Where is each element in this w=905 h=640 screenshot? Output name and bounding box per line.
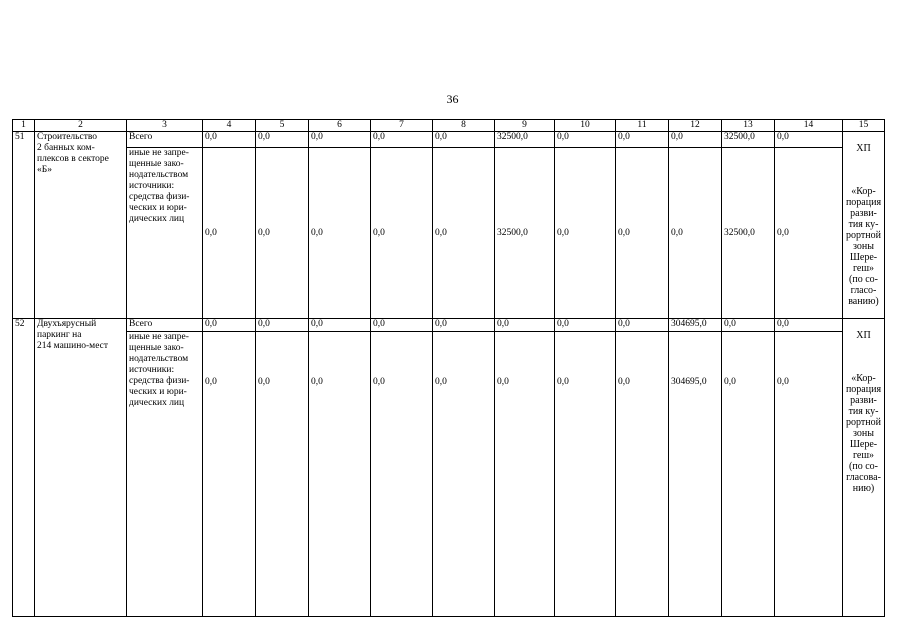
value-cell: 0,0 <box>433 319 495 332</box>
value-cell: 32500,0 <box>495 132 555 148</box>
source-other-label: иные не запре- щенные зако- нодательством источники: средства физи- ческих и юри- дических лиц <box>127 332 203 617</box>
header-cell: 15 <box>843 120 885 132</box>
value-cell: 0,0 <box>203 332 256 617</box>
value-cell: 0,0 <box>433 148 495 319</box>
value-cell: 0,0 <box>371 148 433 319</box>
header-cell: 7 <box>371 120 433 132</box>
organization-name: «Кор- порация разви- тия ку- рортной зоны Шере- геш» (по со- гласова- нию) <box>845 373 882 494</box>
value-cell: 0,0 <box>371 132 433 148</box>
source-total-label: Всего <box>127 319 203 332</box>
value-cell: 0,0 <box>722 319 775 332</box>
value-cell: 0,0 <box>433 332 495 617</box>
value-cell: 0,0 <box>669 132 722 148</box>
header-cell: 10 <box>555 120 616 132</box>
program-table <box>12 119 885 617</box>
organization-abbr: ХП <box>856 143 871 154</box>
value-cell: 0,0 <box>203 132 256 148</box>
value-cell: 0,0 <box>309 132 371 148</box>
row-number: 51 <box>13 132 35 319</box>
organization-name: «Кор- порация разви- тия ку- рортной зоны Шере- геш» (по со- гласо- ванию) <box>845 186 882 307</box>
table-row <box>13 148 885 319</box>
page-number: 36 <box>446 92 459 106</box>
source-total-label: Всего <box>127 132 203 148</box>
header-row <box>13 120 885 132</box>
value-cell: 0,0 <box>203 148 256 319</box>
source-other-label: иные не запре- щенные зако- нодательством источники: средства физи- ческих и юри- дических лиц <box>127 148 203 319</box>
table-row <box>13 132 885 148</box>
value-cell: 0,0 <box>256 332 309 617</box>
header-cell: 13 <box>722 120 775 132</box>
project-name: Двухъярусный паркинг на 214 машино-мест <box>35 319 127 617</box>
value-cell: 0,0 <box>309 148 371 319</box>
value-cell: 0,0 <box>669 148 722 319</box>
header-cell: 11 <box>616 120 669 132</box>
header-cell: 8 <box>433 120 495 132</box>
value-cell: 304695,0 <box>669 319 722 332</box>
value-cell: 0,0 <box>495 332 555 617</box>
value-cell: 0,0 <box>775 132 843 148</box>
value-cell: 0,0 <box>555 332 616 617</box>
header-cell: 4 <box>203 120 256 132</box>
header-cell: 2 <box>35 120 127 132</box>
value-cell: 0,0 <box>722 332 775 617</box>
value-cell: 0,0 <box>256 319 309 332</box>
organization-cell <box>843 319 885 617</box>
table-row <box>13 319 885 332</box>
value-cell: 0,0 <box>433 132 495 148</box>
value-cell: 0,0 <box>775 332 843 617</box>
row-number: 52 <box>13 319 35 617</box>
header-cell: 1 <box>13 120 35 132</box>
header-cell: 9 <box>495 120 555 132</box>
value-cell: 0,0 <box>555 319 616 332</box>
value-cell: 0,0 <box>616 148 669 319</box>
value-cell: 0,0 <box>616 132 669 148</box>
value-cell: 0,0 <box>775 148 843 319</box>
value-cell: 0,0 <box>555 132 616 148</box>
value-cell: 0,0 <box>616 319 669 332</box>
value-cell: 0,0 <box>775 319 843 332</box>
project-name: Строительство 2 банных ком- плексов в секторе «Б» <box>35 132 127 319</box>
value-cell: 0,0 <box>616 332 669 617</box>
value-cell: 0,0 <box>203 319 256 332</box>
value-cell: 0,0 <box>256 148 309 319</box>
header-cell: 3 <box>127 120 203 132</box>
header-cell: 14 <box>775 120 843 132</box>
value-cell: 0,0 <box>371 332 433 617</box>
organization-abbr: ХП <box>856 330 871 341</box>
organization-cell <box>843 132 885 319</box>
value-cell: 0,0 <box>256 132 309 148</box>
value-cell: 0,0 <box>309 332 371 617</box>
header-cell: 6 <box>309 120 371 132</box>
table-row <box>13 332 885 617</box>
value-cell: 32500,0 <box>722 132 775 148</box>
value-cell: 304695,0 <box>669 332 722 617</box>
value-cell: 0,0 <box>555 148 616 319</box>
value-cell: 32500,0 <box>722 148 775 319</box>
value-cell: 0,0 <box>495 319 555 332</box>
header-cell: 12 <box>669 120 722 132</box>
value-cell: 0,0 <box>309 319 371 332</box>
value-cell: 32500,0 <box>495 148 555 319</box>
header-cell: 5 <box>256 120 309 132</box>
value-cell: 0,0 <box>371 319 433 332</box>
